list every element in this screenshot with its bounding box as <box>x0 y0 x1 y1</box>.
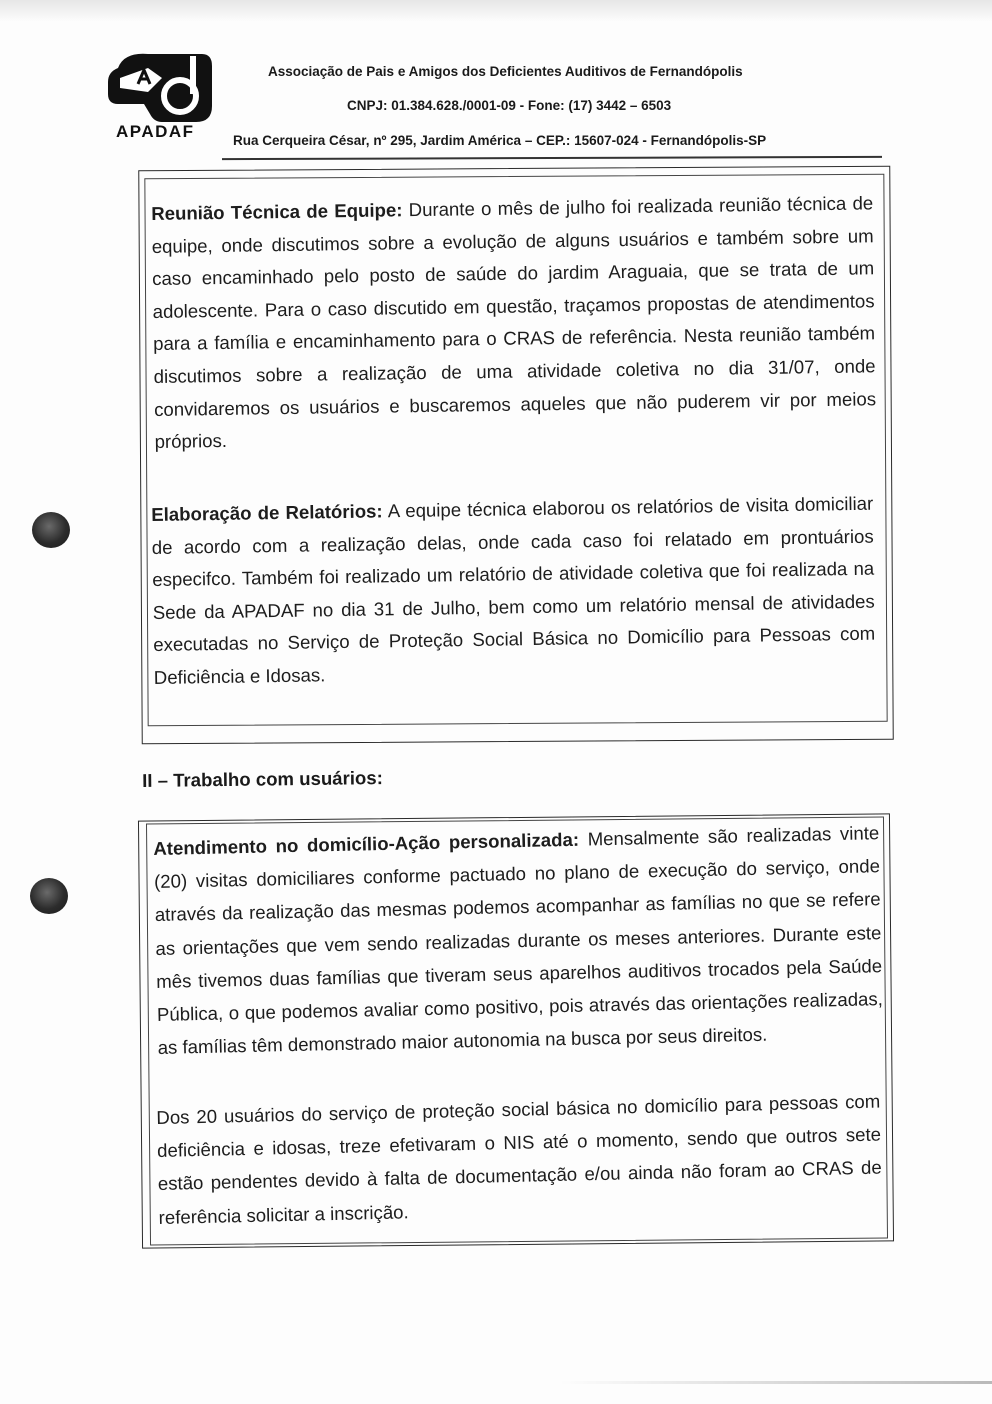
scan-edge <box>0 0 992 22</box>
section-title: II – Trabalho com usuários: <box>142 767 383 791</box>
header-divider <box>222 156 882 160</box>
paragraph-elaboracao-relatorios <box>151 488 876 695</box>
paragraph-text: Durante o mês de julho foi realizada reunião técnica de equipe, onde discutimos sobre a evolução de alguns usuários e também sobre um caso encaminhado pelo posto de saúde do jardim Araguaia, que se trata de um adolescente. Para o caso discutido em questão, traçamos propostas de atendimentos para a família e encaminhamento para o CRAS de referência. Nesta reunião também discutimos sobre a realização de uma atividade coletiva no dia 31/07, onde convidaremos os usuários e buscaremos aqueles que não puderem vir por meios próprios. <box>151 192 877 453</box>
association-name: Associação de Pais e Amigos dos Deficientes Auditivos de Fernandópolis <box>268 64 743 79</box>
paragraph-label: Atendimento no domicílio-Ação personalizada: <box>153 828 580 859</box>
scan-edge <box>560 1381 992 1384</box>
binder-hole <box>30 878 68 914</box>
paragraph-label: Reunião Técnica de Equipe: <box>151 199 403 224</box>
paragraph-text: A equipe técnica elaborou os relatórios de visita domiciliar de acordo com a realização delas, onde cada caso foi relatado em prontuários especifco. Também foi realizado um relatório de atividade coletiva que foi realizada na Sede da APADAF no dia 31 de Julho, bem como um relatório mensal de atividades executadas no Serviço de Proteção Social Básica no Domicílio para Pessoas com Deficiência e Idosas. <box>151 492 876 688</box>
logo-text: APADAF <box>116 122 195 141</box>
cnpj-phone: CNPJ: 01.384.628./0001-09 - Fone: (17) 3442 – 6503 <box>347 98 672 113</box>
paragraph-usuarios-nis: Dos 20 usuários do serviço de proteção social básica no domicílio para pessoas com deficiência e idosas, treze efetivaram o NIS até o momento, sendo que outros sete estão pendentes devido à falta de documentação e/ou ainda não foram ao CRAS de referência solicitar a inscrição. <box>156 1090 882 1228</box>
binder-hole <box>32 512 70 548</box>
paragraph-text: Mensalmente são realizadas vinte (20) visitas domiciliares conforme pactuado no plano de execução do serviço, onde através da realização das mesmas podemos acompanhar as famílias no que se refere as orientações que vem sendo realizadas durante os meses anteriores. Durante este mês tivemos duas famílias que tiveram seus aparelhos auditivos trocados pela Saúde Pública, o que podemos avaliar como positivo, pois através das orientações realizadas, as famílias têm demonstrado maior autonomia na busca por seus direitos. <box>153 822 884 1059</box>
paragraph-label: Elaboração de Relatórios: <box>151 500 383 525</box>
paragraph-reuniao-tecnica <box>151 187 877 458</box>
address: Rua Cerqueira César, nº 295, Jardim América – CEP.: 15607-024 - Fernandópolis-SP <box>233 133 767 148</box>
paragraph-atendimento-domicilio <box>153 816 884 1064</box>
